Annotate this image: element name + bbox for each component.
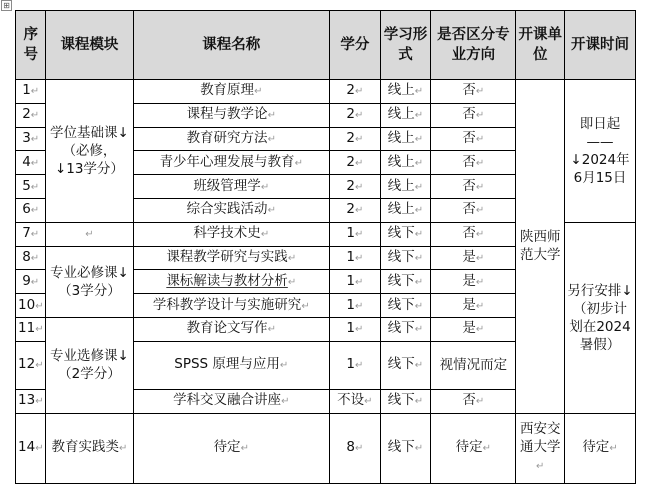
paragraph-mark-icon: ↵ [35, 443, 44, 455]
mode-value: 线上 [387, 106, 415, 123]
paragraph-mark-icon: ↵ [475, 133, 485, 145]
paragraph-mark-icon: ↵ [414, 360, 424, 372]
module-cell-major-elective[interactable] [46, 317, 133, 413]
seq-value: 4 [22, 153, 31, 170]
seq-value: 12 [18, 356, 36, 373]
paragraph-mark-icon: ↵ [301, 300, 310, 312]
cell-major[interactable] [431, 317, 516, 341]
major-value: 否 [462, 106, 476, 123]
cell-mode[interactable] [380, 127, 431, 151]
cell-name[interactable] [133, 103, 330, 127]
cell-name[interactable] [133, 341, 330, 389]
cell-credit[interactable] [330, 198, 381, 222]
cell-major[interactable] [431, 389, 516, 413]
cell-seq[interactable] [16, 103, 46, 127]
credit-value: 1 [346, 225, 355, 242]
time-label: 即日起——↓2024年6月15日 [570, 115, 630, 186]
paragraph-mark-icon: ↵ [475, 276, 485, 288]
seq-value: 8 [22, 248, 31, 265]
paragraph-mark-icon: ↵ [414, 443, 424, 455]
course-table [15, 10, 636, 484]
paragraph-mark-icon: ↵ [279, 360, 289, 372]
module-cell-practice[interactable] [46, 413, 133, 483]
paragraph-mark-icon: ↵ [354, 324, 364, 336]
cell-major[interactable] [431, 198, 516, 222]
paragraph-mark-icon: ↵ [354, 360, 364, 372]
cell-major[interactable] [431, 127, 516, 151]
cell-major[interactable] [431, 341, 516, 389]
cell-name[interactable] [133, 270, 330, 294]
paragraph-mark-icon: ↵ [30, 181, 40, 193]
cell-seq[interactable] [16, 413, 46, 483]
header-name: 课程名称 [133, 11, 330, 80]
cell-mode[interactable] [380, 270, 431, 294]
mode-value: 线下 [387, 296, 415, 313]
header-unit: 开课单位 [516, 11, 565, 80]
cell-seq[interactable] [16, 341, 46, 389]
cell-mode[interactable] [380, 294, 431, 318]
paragraph-mark-icon: ↵ [267, 110, 276, 122]
major-value: 否 [462, 201, 476, 218]
cell-credit[interactable] [330, 341, 381, 389]
table-row [16, 413, 636, 483]
cell-name[interactable] [133, 80, 330, 104]
paragraph-mark-icon: ↵ [294, 157, 303, 169]
cell-name[interactable] [133, 151, 330, 175]
cell-seq[interactable] [16, 80, 46, 104]
credit-value: 1 [346, 296, 355, 313]
paragraph-mark-icon: ↵ [475, 181, 485, 193]
paragraph-mark-icon: ↵ [35, 324, 44, 336]
cell-credit[interactable] [330, 103, 381, 127]
course-name: 班级管理学 [193, 177, 261, 194]
credit-value: 1 [346, 272, 355, 289]
paragraph-mark-icon: ↵ [30, 133, 40, 145]
course-name: SPSS 原理与应用 [174, 356, 280, 373]
paragraph-mark-icon: ↵ [260, 181, 270, 193]
paragraph-mark-icon: ↵ [414, 252, 424, 264]
cell-seq[interactable] [16, 317, 46, 341]
cell-major[interactable] [431, 413, 516, 483]
major-value: 是 [462, 272, 476, 289]
time-cell-2[interactable] [565, 222, 636, 413]
cell-mode[interactable] [380, 317, 431, 341]
header-credit: 学分 [330, 11, 381, 80]
major-value: 否 [462, 177, 476, 194]
paragraph-mark-icon: ↵ [414, 324, 424, 336]
credit-value: 2 [346, 153, 355, 170]
paragraph-mark-icon: ↵ [354, 276, 364, 288]
cell-name[interactable] [133, 246, 330, 270]
time-cell-1[interactable] [565, 80, 636, 223]
unit-cell-xjtu[interactable] [516, 413, 565, 483]
mode-value: 线下 [387, 225, 415, 242]
mode-value: 线下 [387, 248, 415, 265]
cell-major[interactable] [431, 270, 516, 294]
paragraph-mark-icon: ↵ [354, 133, 364, 145]
mode-value: 线上 [387, 82, 415, 99]
module-label: 学位基础课↓（必修，↓13学分） [50, 124, 129, 177]
major-value: 否 [462, 82, 476, 99]
paragraph-mark-icon: ↵ [287, 276, 297, 288]
time-cell-3[interactable] [565, 413, 636, 483]
module-cell-empty[interactable] [46, 222, 133, 246]
mode-value: 线下 [387, 320, 415, 337]
mode-value: 线上 [387, 129, 415, 146]
header-mode: 学习形式 [380, 11, 431, 80]
paragraph-mark-icon: ↵ [354, 229, 364, 241]
paragraph-mark-icon: ↵ [254, 86, 263, 98]
paragraph-mark-icon: ↵ [475, 86, 485, 98]
unit-label: 西安交通大学 [519, 421, 561, 456]
cell-credit[interactable] [330, 175, 381, 199]
paragraph-mark-icon: ↵ [354, 443, 364, 455]
header-time: 开课时间 [565, 11, 636, 80]
credit-value: 2 [346, 82, 355, 99]
credit-value: 2 [346, 106, 355, 123]
mode-value: 线下 [387, 439, 415, 456]
cell-seq[interactable] [16, 127, 46, 151]
paragraph-mark-icon: ↵ [475, 396, 485, 408]
credit-value: 8 [346, 439, 355, 456]
paragraph-mark-icon: ↵ [475, 324, 485, 336]
paragraph-mark-icon: ↵ [30, 252, 40, 264]
paragraph-mark-icon: ↵ [354, 181, 364, 193]
cell-mode[interactable] [380, 80, 431, 104]
paragraph-mark-icon: ↵ [267, 133, 276, 145]
paragraph-mark-icon: ↵ [267, 324, 276, 336]
paragraph-mark-icon: ↵ [30, 276, 40, 288]
cell-major[interactable] [431, 103, 516, 127]
mode-value: 线下 [387, 392, 415, 409]
cell-seq[interactable] [16, 222, 46, 246]
mode-value: 线下 [387, 356, 415, 373]
major-value: 否 [462, 153, 476, 170]
cell-seq[interactable] [16, 270, 46, 294]
module-cell-major-required[interactable] [46, 246, 133, 317]
cell-seq[interactable] [16, 175, 46, 199]
paragraph-mark-icon: ↵ [35, 360, 44, 372]
table-row [16, 80, 636, 104]
cell-major[interactable] [431, 222, 516, 246]
paragraph-mark-icon: ↵ [414, 229, 424, 241]
cell-name[interactable] [133, 222, 330, 246]
course-name: 青少年心理发展与教育 [159, 153, 295, 170]
paragraph-mark-icon: ↵ [475, 252, 485, 264]
time-label: 待定 [582, 439, 610, 456]
unit-cell-snnu[interactable] [516, 80, 565, 414]
unit-label: 陕西师范大学 [519, 229, 561, 264]
paragraph-mark-icon: ↵ [260, 229, 270, 241]
course-name: 学科交叉融合讲座 [173, 392, 282, 409]
major-value: 是 [462, 320, 476, 337]
seq-value: 14 [18, 439, 36, 456]
cell-mode[interactable] [380, 389, 431, 413]
credit-value: 不设 [337, 392, 365, 409]
seq-value: 2 [22, 106, 31, 123]
paragraph-mark-icon: ↵ [287, 252, 297, 264]
paragraph-mark-icon: ↵ [414, 396, 424, 408]
cell-mode[interactable] [380, 103, 431, 127]
seq-value: 1 [22, 82, 31, 99]
cell-seq[interactable] [16, 151, 46, 175]
cell-credit[interactable] [330, 222, 381, 246]
credit-value: 1 [346, 320, 355, 337]
paragraph-mark-icon: ↵ [354, 157, 364, 169]
cell-mode[interactable] [380, 175, 431, 199]
cell-credit[interactable] [330, 413, 381, 483]
course-name: 学科教学设计与实施研究 [152, 296, 302, 313]
cell-major[interactable] [431, 246, 516, 270]
cell-name[interactable] [133, 127, 330, 151]
paragraph-mark-icon: ↵ [354, 205, 364, 217]
cell-seq[interactable] [16, 389, 46, 413]
credit-value: 1 [346, 248, 355, 265]
paragraph-mark-icon: ↵ [414, 157, 424, 169]
paragraph-mark-icon: ↵ [35, 300, 44, 312]
paragraph-mark-icon: ↵ [414, 205, 424, 217]
cell-mode[interactable] [380, 151, 431, 175]
header-major: 是否区分专业方向 [431, 11, 516, 80]
cell-seq[interactable] [16, 294, 46, 318]
paragraph-mark-icon: ↵ [30, 110, 40, 122]
cell-mode[interactable] [380, 246, 431, 270]
paragraph-mark-icon: ↵ [354, 110, 364, 122]
paragraph-mark-icon: ↵ [281, 396, 290, 408]
cell-major[interactable] [431, 80, 516, 104]
paragraph-mark-icon: ↵ [30, 86, 40, 98]
mode-value: 线上 [387, 201, 415, 218]
module-label: 教育实践类 [51, 439, 119, 456]
paragraph-mark-icon: ↵ [30, 205, 40, 217]
cell-major[interactable] [431, 175, 516, 199]
paragraph-mark-icon: ↵ [240, 443, 249, 455]
paragraph-mark-icon: ↵ [354, 252, 364, 264]
paragraph-mark-icon: ↵ [475, 157, 485, 169]
paragraph-mark-icon: ↵ [364, 396, 373, 408]
seq-value: 10 [18, 296, 36, 313]
course-name: 课标解读与教材分析 [166, 272, 288, 289]
paragraph-mark-icon: ↵ [354, 86, 364, 98]
credit-value: 2 [346, 177, 355, 194]
major-value: 否 [462, 129, 476, 146]
paragraph-mark-icon: ↵ [85, 229, 94, 241]
module-cell-degree-basic[interactable] [46, 80, 133, 223]
cell-credit[interactable] [330, 246, 381, 270]
cell-credit[interactable] [330, 294, 381, 318]
major-value: 否 [462, 225, 476, 242]
course-name: 综合实践活动 [186, 201, 268, 218]
credit-value: 2 [346, 201, 355, 218]
paragraph-mark-icon: ↵ [414, 110, 424, 122]
cell-credit[interactable] [330, 270, 381, 294]
cell-mode[interactable] [380, 222, 431, 246]
paragraph-mark-icon: ↵ [414, 300, 424, 312]
seq-value: 6 [22, 201, 31, 218]
cell-credit[interactable] [330, 317, 381, 341]
table-move-handle-icon[interactable]: ⊞ [1, 0, 12, 11]
cell-credit[interactable] [330, 127, 381, 151]
cell-mode[interactable] [380, 198, 431, 222]
cell-name[interactable] [133, 294, 330, 318]
major-value: 视情况而定 [439, 357, 508, 374]
course-name: 教育研究方法 [186, 129, 268, 146]
seq-value: 11 [18, 320, 36, 337]
paragraph-mark-icon: ↵ [482, 443, 492, 455]
cell-major[interactable] [431, 294, 516, 318]
major-value: 是 [462, 296, 476, 313]
paragraph-mark-icon: ↵ [475, 205, 485, 217]
cell-major[interactable] [431, 151, 516, 175]
mode-value: 线上 [387, 177, 415, 194]
major-value: 否 [462, 392, 476, 409]
cell-mode[interactable] [380, 413, 431, 483]
cell-credit[interactable] [330, 389, 381, 413]
cell-name[interactable] [133, 389, 330, 413]
paragraph-mark-icon: ↵ [414, 276, 424, 288]
course-name: 待定 [213, 439, 241, 456]
cell-name[interactable] [133, 175, 330, 199]
credit-value: 1 [346, 356, 355, 373]
course-name: 课程与教学论 [186, 106, 268, 123]
credit-value: 2 [346, 129, 355, 146]
course-name: 课程教学研究与实践 [166, 248, 288, 265]
mode-value: 线上 [387, 153, 415, 170]
course-name: 教育论文写作 [186, 320, 268, 337]
paragraph-mark-icon: ↵ [475, 110, 485, 122]
paragraph-mark-icon: ↵ [475, 229, 485, 241]
paragraph-mark-icon: ↵ [414, 133, 424, 145]
major-value: 待定 [455, 439, 483, 456]
cell-seq[interactable] [16, 246, 46, 270]
course-name: 科学技术史 [193, 225, 261, 242]
cell-name[interactable] [133, 317, 330, 341]
paragraph-mark-icon: ↵ [414, 86, 424, 98]
header-module: 课程模块 [46, 11, 133, 80]
seq-value: 3 [22, 129, 31, 146]
paragraph-mark-icon: ↵ [536, 461, 545, 473]
seq-value: 13 [18, 392, 36, 409]
module-label: 专业必修课↓（3学分） [50, 264, 129, 299]
major-value: 是 [462, 248, 476, 265]
paragraph-mark-icon: ↵ [30, 229, 40, 241]
paragraph-mark-icon: ↵ [30, 157, 40, 169]
seq-value: 9 [22, 272, 31, 289]
seq-value: 5 [22, 177, 31, 194]
cell-credit[interactable] [330, 151, 381, 175]
header-row [16, 11, 636, 80]
paragraph-mark-icon: ↵ [414, 181, 424, 193]
seq-value: 7 [22, 225, 31, 242]
paragraph-mark-icon: ↵ [267, 205, 276, 217]
course-name: 教育原理 [200, 82, 255, 99]
paragraph-mark-icon: ↵ [354, 300, 364, 312]
cell-mode[interactable] [380, 341, 431, 389]
cell-credit[interactable] [330, 80, 381, 104]
paragraph-mark-icon: ↵ [119, 443, 128, 455]
paragraph-mark-icon: ↵ [475, 300, 485, 312]
mode-value: 线下 [387, 272, 415, 289]
paragraph-mark-icon: ↵ [35, 396, 44, 408]
header-seq: 序号 [16, 11, 46, 80]
cell-name[interactable] [133, 198, 330, 222]
module-label: 专业选修课↓（2学分） [50, 348, 129, 383]
time-label: 另行安排↓（初步计划在2024暑假） [567, 282, 633, 353]
cell-seq[interactable] [16, 198, 46, 222]
paragraph-mark-icon: ↵ [609, 443, 618, 455]
cell-name[interactable] [133, 413, 330, 483]
